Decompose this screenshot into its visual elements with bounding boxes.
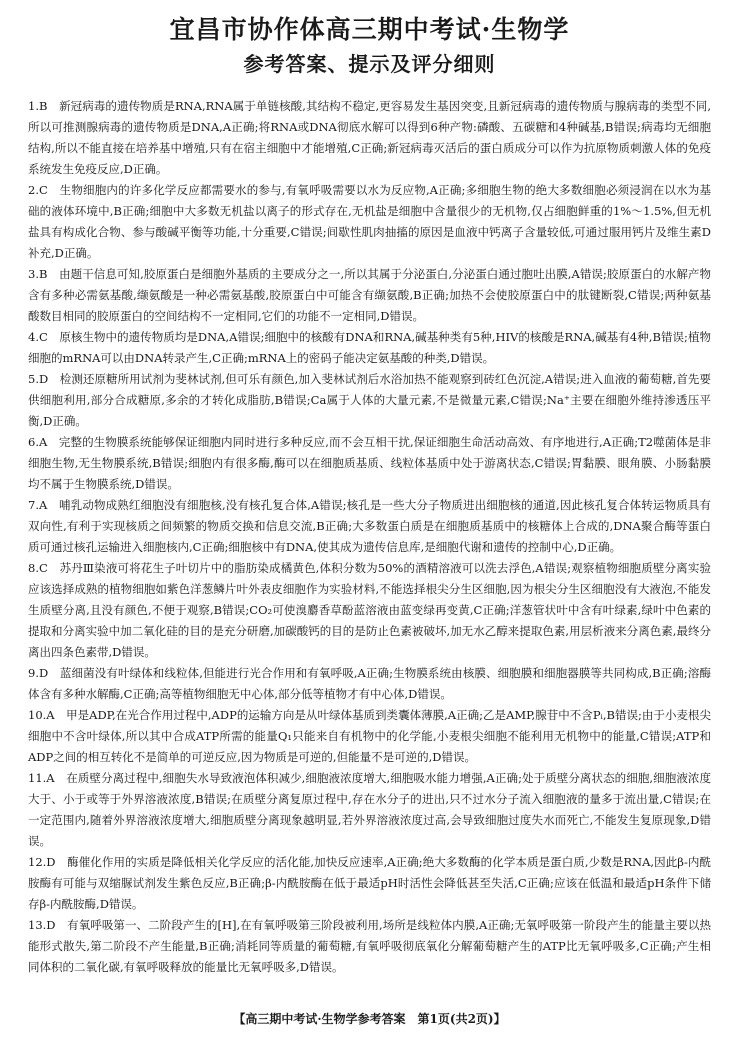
answer-item-5: 5.D 检测还原糖所用试剂为斐林试剂,但可乐有颜色,加入斐林试剂后水浴加热不能观察到砖红色沉淀,A错误;进入血液的葡萄糖,首先要供细胞利用,部分合成糖原,多余的才转化成脂肪,B错误;Ca属于人体的大量元素,不是微量元素,C错误;Na⁺主要在细胞外维持渗透压平衡,D正确。	[28, 372, 711, 428]
answer-item-4: 4.C 原核生物中的遗传物质均是DNA,A错误;细胞中的核酸有DNA和RNA,碱基种类有5种,HIV的核酸是RNA,碱基有4种,B错误;植物细胞的mRNA可以由DNA转录产生,C正确;mRNA上的密码子能决定氨基酸的种类,D错误。	[28, 330, 711, 365]
answer-item-7: 7.A 哺乳动物成熟红细胞没有细胞核,没有核孔复合体,A错误;核孔是一些大分子物质进出细胞核的通道,因此核孔复合体转运物质具有双向性,有利于实现核质之间频繁的物质交换和信息交流,B正确;大多数蛋白质是在细胞质基质中的核糖体上合成的,DNA聚合酶等蛋白质可通过核孔运输进入细胞核内,C正确;细胞核中有DNA,使其成为遗传信息库,是细胞代谢和遗传的控制中心,D正确。	[28, 498, 711, 554]
answer-item-3: 3.B 由题干信息可知,胶原蛋白是细胞外基质的主要成分之一,所以其属于分泌蛋白,分泌蛋白通过胞吐出膜,A错误;胶原蛋白的水解产物含有多种必需氨基酸,缬氨酸是一种必需氨基酸,胶原蛋白中可能含有缬氨酸,B正确;加热不会使胶原蛋白中的肽键断裂,C错误;两种氨基酸数目相同的胶原蛋白的空间结构不一定相同,它们的功能不一定相同,D错误。	[28, 267, 711, 323]
answer-list	[28, 96, 711, 978]
answer-item-1: 1.B 新冠病毒的遗传物质是RNA,RNA属于单链核酸,其结构不稳定,更容易发生基因突变,且新冠病毒的遗传物质与腺病毒的类型不同,所以可推测腺病毒的遗传物质是DNA,A正确;将RNA或DNA彻底水解可以得到6种产物:磷酸、五碳糖和4种碱基,B错误;病毒均无细胞结构,所以不能直接在培养基中增殖,只有在宿主细胞中才能增殖,C正确;新冠病毒灭活后的蛋白质成分可以作为抗原物质刺激人体的免疫系统发生免疫反应,D正确。	[28, 99, 711, 176]
answer-item-6: 6.A 完整的生物膜系统能够保证细胞内同时进行多种反应,而不会互相干扰,保证细胞生命活动高效、有序地进行,A正确;T2噬菌体是非细胞生物,无生物膜系统,B错误;细胞内有很多酶,酶可以在细胞质基质、线粒体基质中处于游离状态,C错误;胃黏膜、眼角膜、小肠黏膜均不属于生物膜系统,D错误。	[28, 435, 711, 491]
answer-item-9: 9.D 蓝细菌没有叶绿体和线粒体,但能进行光合作用和有氧呼吸,A正确;生物膜系统由核膜、细胞膜和细胞器膜等共同构成,B正确;溶酶体含有多种水解酶,C正确;高等植物细胞无中心体,部分低等植物才有中心体,D错误。	[28, 666, 711, 701]
answer-item-11: 11.A 在质壁分离过程中,细胞失水导致液泡体积减少,细胞液浓度增大,细胞吸水能力增强,A正确;处于质壁分离状态的细胞,细胞液浓度大于、小于或等于外界溶液浓度,B错误;在质壁分离复原过程中,存在水分子的进出,只不过水分子流入细胞液的量多于流出量,C错误;在一定范围内,随着外界溶液浓度增大,细胞质壁分离现象越明显,若外界溶液浓度过高,会导致细胞过度失水而死亡,不能发生复原现象,D错误。	[28, 771, 711, 848]
answer-item-10: 10.A 甲是ADP,在光合作用过程中,ADP的运输方向是从叶绿体基质到类囊体薄膜,A正确;乙是AMP,腺苷中不含Pᵢ,B错误;由于小麦根尖细胞中不含叶绿体,所以其中合成ATP所需的能量Q₁只能来自有机物中的化学能,小麦根尖细胞不能利用无机物中的能量,C错误;ATP和ADP之间的相互转化不是简单的可逆反应,因为物质是可逆的,但能量不是可逆的,D错误。	[28, 708, 711, 764]
answer-item-2: 2.C 生物细胞内的许多化学反应都需要水的参与,有氧呼吸需要以水为反应物,A正确;多细胞生物的绝大多数细胞必须浸润在以水为基础的液体环境中,B正确;细胞中大多数无机盐以离子的形式存在,无机盐是细胞中含量很少的无机物,仅占细胞鲜重的1%～1.5%,但无机盐具有构成化合物、参与酸碱平衡等功能,十分重要,C错误;间歇性肌肉抽搐的原因是血液中钙离子含量较低,可通过服用钙片及维生素D补充,D正确。	[28, 183, 711, 260]
page-subtitle: 参考答案、提示及评分细则	[243, 52, 496, 76]
answer-item-12: 12.D 酶催化作用的实质是降低相关化学反应的活化能,加快反应速率,A正确;绝大多数酶的化学本质是蛋白质,少数是RNA,因此β-内酰胺酶有可能与双缩脲试剂发生紫色反应,B正确;β-内酰胺酶在低于最适pH时活性会降低甚至失活,C正确;应该在低温和最适pH条件下储存β-内酰胺酶,D错误。	[28, 855, 711, 911]
answer-item-8: 8.C 苏丹Ⅲ染液可将花生子叶切片中的脂肪染成橘黄色,体积分数为50%的酒精溶液可以洗去浮色,A错误;观察植物细胞质壁分离实验应该选择成熟的植物细胞如紫色洋葱鳞片叶外表皮细胞作为实验材料,不能选择根尖分生区细胞,因为根尖分生区细胞没有大液泡,不能发生质壁分离,且没有颜色,不便于观察,B错误;CO₂可使溴麝香草酚蓝溶液由蓝变绿再变黄,C正确;洋葱管状叶中含有叶绿素,绿叶中色素的提取和分离实验中加二氧化硅的目的是充分研磨,加碳酸钙的目的是防止色素被破坏,加无水乙醇来提取色素,用层析液来分离色素,最终分离出四条色素带,D错误。	[28, 561, 711, 659]
answer-item-13: 13.D 有氧呼吸第一、二阶段产生的[H],在有氧呼吸第三阶段被利用,场所是线粒体内膜,A正确;无氧呼吸第一阶段产生的能量主要以热能形式散失,第二阶段不产生能量,B正确;消耗同等质量的葡萄糖,有氧呼吸彻底氧化分解葡萄糖产生的ATP比无氧呼吸多,C正确;产生相同体积的二氧化碳,有氧呼吸释放的能量比无氧呼吸多,D错误。	[28, 918, 711, 974]
page-title: 宜昌市协作体高三期中考试·生物学	[169, 15, 570, 44]
page-footer: 【高三期中考试·生物学参考答案 第1页(共2页)】	[233, 1012, 506, 1026]
